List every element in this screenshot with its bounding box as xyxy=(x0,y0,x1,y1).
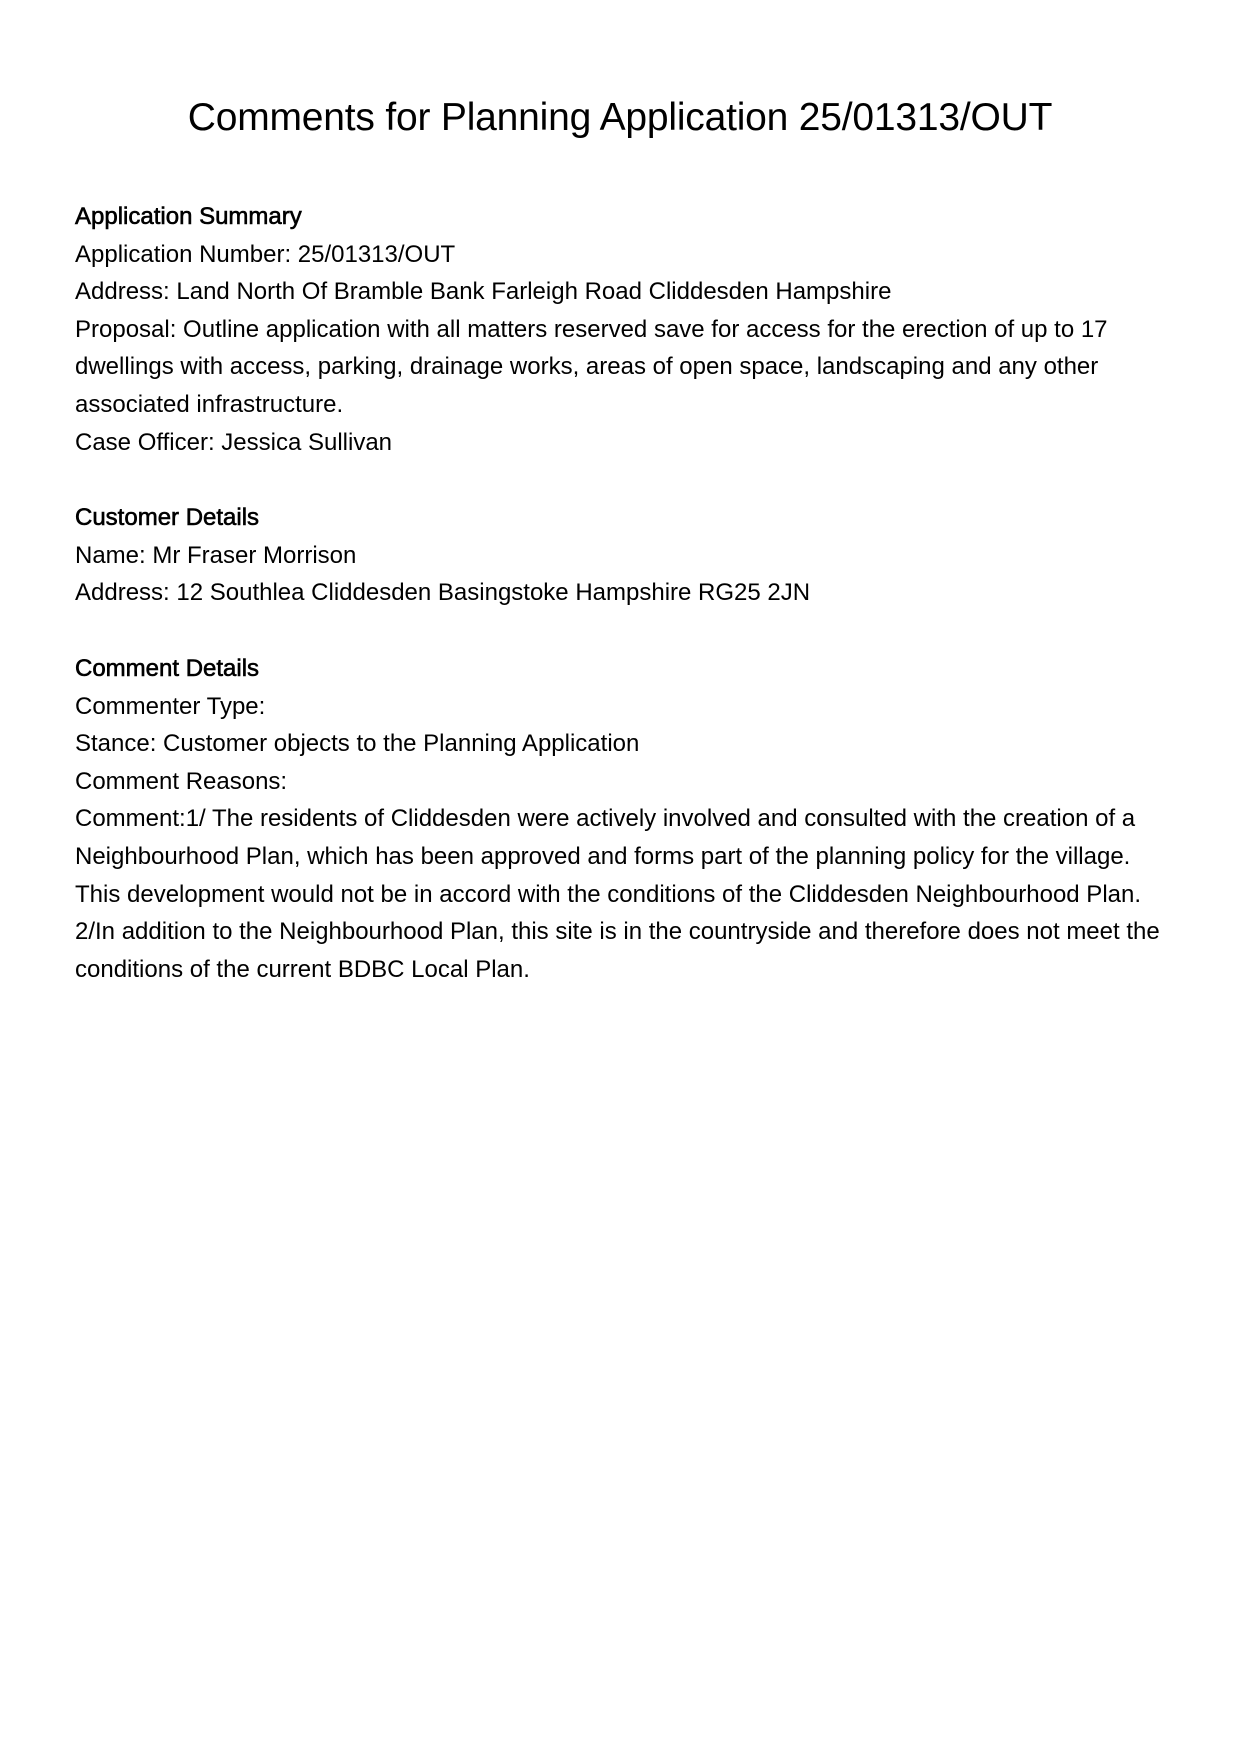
proposal-text: Proposal: Outline application with all matters reserved save for access for the erection of up to 17 dwellings with access, parking, drainage works, areas of open space, landscaping and any other associated infrastructure. xyxy=(75,315,1108,418)
comment-paragraph-1: Comment:1/ The residents of Cliddesden were actively involved and consulted with the creation of a Neighbourhood Plan, which has been approved and forms part of the planning policy for the village. This development would not be in accord with the conditions of the Cliddesden Neighbourhood Plan. xyxy=(75,805,1142,908)
case-officer: Case Officer: Jessica Sullivan xyxy=(75,428,393,456)
customer-details-heading: Customer Details xyxy=(75,504,260,532)
customer-details-section xyxy=(75,499,1175,612)
comment-details-section xyxy=(75,650,1175,988)
comment-paragraph-2: 2/In addition to the Neighbourhood Plan, this site is in the countryside and therefore does not meet the conditions of the current BDBC Local Plan. xyxy=(75,918,1160,983)
page-title: Comments for Planning Application 25/01313/OUT xyxy=(187,96,1053,139)
application-summary-section xyxy=(75,198,1175,461)
site-address: Address: Land North Of Bramble Bank Farleigh Road Cliddesden Hampshire xyxy=(75,278,892,306)
customer-name: Name: Mr Fraser Morrison xyxy=(75,541,357,569)
comment-details-heading: Comment Details xyxy=(75,654,260,682)
application-number: Application Number: 25/01313/OUT xyxy=(75,240,456,268)
stance: Stance: Customer objects to the Planning Application xyxy=(75,730,640,758)
customer-address: Address: 12 Southlea Cliddesden Basingstoke Hampshire RG25 2JN xyxy=(75,579,811,607)
document-body xyxy=(75,198,1175,1026)
application-summary-heading: Application Summary xyxy=(75,203,302,230)
commenter-type: Commenter Type: xyxy=(75,692,266,720)
comment-reasons: Comment Reasons: xyxy=(75,767,288,795)
